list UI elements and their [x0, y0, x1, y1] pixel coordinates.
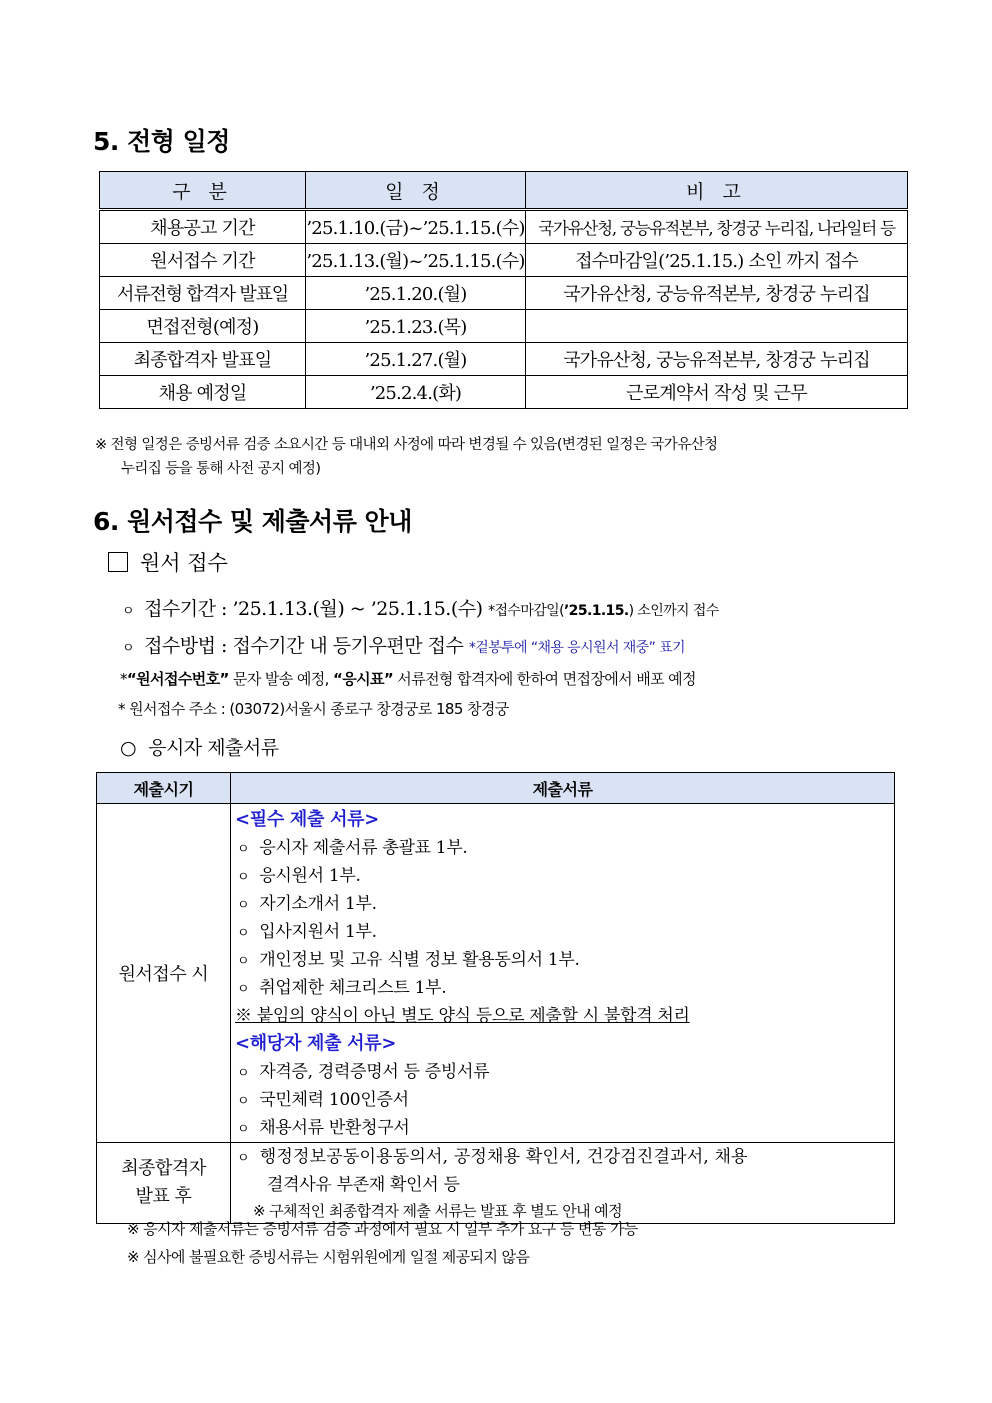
- docs-title: 응시자 제출서류: [148, 737, 279, 759]
- row-category: 채용 예정일: [100, 376, 306, 409]
- bullet-icon: ㅇ: [237, 1151, 250, 1166]
- bullet-icon: ㅇ: [237, 954, 250, 969]
- item-text: 채용서류 반환청구서: [259, 1118, 410, 1138]
- list-item: [231, 1114, 894, 1142]
- list-item: [231, 1086, 894, 1114]
- row2-when-line1: 최종합격자: [121, 1158, 206, 1179]
- bullet-icon: ㅇ: [237, 982, 250, 997]
- item-text: 국민체력 100인증서: [259, 1090, 409, 1110]
- period-note-suffix: ) 소인까지 접수: [628, 603, 719, 619]
- table-row: [97, 1143, 895, 1224]
- row-remark: [526, 310, 908, 343]
- table-row: [100, 244, 908, 277]
- section6-title: 6. 원서접수 및 제출서류 안내: [93, 507, 412, 536]
- bullet-icon: ㅇ: [237, 1066, 250, 1081]
- address-note: * 원서접수 주소 : (03072)서울시 종로구 창경궁로 185 창경궁: [118, 700, 509, 718]
- list-item: [231, 974, 894, 1002]
- subsection-application: [108, 547, 228, 577]
- row2-when: [97, 1143, 231, 1224]
- row2-docs: [231, 1143, 895, 1224]
- item-text: 응시자 제출서류 총괄표 1부.: [259, 838, 468, 858]
- schedule-table: [99, 171, 908, 409]
- bullet-icon: ㅇ: [237, 1094, 250, 1109]
- period-line: [120, 594, 719, 621]
- header-remark: 비 고: [526, 172, 908, 210]
- square-box-icon: [108, 552, 128, 572]
- final-note: ※ 구체적인 최종합격자 제출 서류는 발표 후 별도 안내 예정: [253, 1202, 622, 1220]
- bullet-icon: ㅇ: [237, 926, 250, 941]
- list-item: [231, 1058, 894, 1086]
- row-category: 채용공고 기간: [100, 210, 306, 244]
- circle-bullet-icon: ○: [120, 737, 137, 759]
- list-item: [231, 890, 894, 918]
- list-item: [231, 1143, 894, 1171]
- schedule-note-line2: 누리집 등을 통해 사전 공지 예정): [121, 461, 321, 477]
- row-remark: 국가유산청, 궁능유적본부, 창경궁 누리집: [526, 343, 908, 376]
- row-remark: 접수마감일(’25.1.15.) 소인 까지 접수: [526, 244, 908, 277]
- header-schedule: 일 정: [306, 172, 526, 210]
- method-label: 접수방법 : 접수기간 내 등기우편만 접수: [144, 635, 464, 657]
- row-schedule: ’25.1.13.(월)~’25.1.15.(수): [306, 244, 526, 277]
- item-text: 입사지원서 1부.: [259, 922, 377, 942]
- row-category: 최종합격자 발표일: [100, 343, 306, 376]
- optional-docs-heading: <해당자 제출 서류>: [235, 1033, 397, 1054]
- row-schedule: ’25.1.23.(목): [306, 310, 526, 343]
- required-docs-heading: <필수 제출 서류>: [235, 809, 380, 830]
- row-remark: 근로계약서 작성 및 근무: [526, 376, 908, 409]
- period-label: 접수기간 : ’25.1.13.(월) ~ ’25.1.15.(수): [144, 598, 483, 620]
- docs-title-line: [120, 733, 279, 760]
- bullet-icon: ㅇ: [237, 1122, 250, 1137]
- number-note-suffix: 서류전형 합격자에 한하여 면접장에서 배포 예정: [393, 670, 696, 688]
- table-row: [100, 277, 908, 310]
- row-schedule: ’25.1.10.(금)~’25.1.15.(수): [306, 210, 526, 244]
- section5-title: 5. 전형 일정: [93, 127, 230, 156]
- schedule-header-row: [100, 172, 908, 210]
- row2-when-line2: 발표 후: [135, 1186, 192, 1207]
- footnote-1: ※ 응시자 제출서류는 증빙서류 검증 과정에서 필요 시 일부 추가 요구 등 변동 가능: [127, 1220, 638, 1238]
- method-line: [120, 631, 685, 658]
- item-text: 자격증, 경력증명서 등 증빙서류: [259, 1062, 490, 1082]
- period-note-prefix: *접수마감일(: [488, 603, 564, 619]
- table-row: [100, 376, 908, 409]
- bullet-icon: ㅇ: [237, 898, 250, 913]
- header-when: 제출시기: [97, 773, 231, 804]
- list-item: [231, 862, 894, 890]
- item-text: 개인정보 및 고유 식별 정보 활용동의서 1부.: [259, 950, 580, 970]
- item-text: 자기소개서 1부.: [259, 894, 377, 914]
- list-item: [231, 834, 894, 862]
- list-item-continued: 결격사유 부존재 확인서 등: [267, 1175, 460, 1195]
- bullet-icon: ㅇ: [122, 604, 135, 619]
- row-category: 면접전형(예정): [100, 310, 306, 343]
- number-note-bold1: “원서접수번호”: [126, 670, 229, 688]
- item-text: 응시원서 1부.: [259, 866, 361, 886]
- row-category: 서류전형 합격자 발표일: [100, 277, 306, 310]
- footnote-2: ※ 심사에 불필요한 증빙서류는 시험위원에게 일절 제공되지 않음: [127, 1248, 530, 1266]
- row-schedule: ’25.1.20.(월): [306, 277, 526, 310]
- table-row: [97, 804, 895, 1143]
- header-category: 구 분: [100, 172, 306, 210]
- item-text: 행정정보공동이용동의서, 공정채용 확인서, 건강검진결과서, 채용: [259, 1147, 748, 1167]
- period-note-date: ’25.1.15.: [563, 603, 629, 619]
- table-row: [100, 210, 908, 244]
- header-docs: 제출서류: [231, 773, 895, 804]
- table-row: [100, 343, 908, 376]
- schedule-note-line1: ※ 전형 일정은 증빙서류 검증 소요시간 등 대내외 사정에 따라 변경될 수 있음(변경된 일정은 국가유산청: [95, 437, 718, 453]
- row-schedule: ’25.1.27.(월): [306, 343, 526, 376]
- bullet-icon: ㅇ: [237, 842, 250, 857]
- row-remark: 국가유산청, 궁능유적본부, 창경궁 누리집: [526, 277, 908, 310]
- number-note-prefix: *: [120, 670, 127, 688]
- item-text: 취업제한 체크리스트 1부.: [259, 978, 447, 998]
- period-note: [488, 603, 719, 619]
- bullet-icon: ㅇ: [237, 870, 250, 885]
- subsection-title: 원서 접수: [140, 551, 228, 575]
- list-item: [231, 946, 894, 974]
- row-category: 원서접수 기간: [100, 244, 306, 277]
- number-note-mid: 문자 발송 예정,: [228, 670, 333, 688]
- row-schedule: ’25.2.4.(화): [306, 376, 526, 409]
- bullet-icon: ㅇ: [122, 641, 135, 656]
- row1-docs: [231, 804, 895, 1143]
- list-item: [231, 918, 894, 946]
- documents-table: [96, 772, 895, 1224]
- number-note-bold2: “응시표”: [332, 670, 394, 688]
- row1-when: 원서접수 시: [97, 804, 231, 1143]
- required-warning: ※ 붙임의 양식이 아닌 별도 양식 등으로 제출할 시 불합격 처리: [235, 1006, 690, 1026]
- method-note: *겉봉투에 “채용 응시원서 재중” 표기: [468, 640, 685, 656]
- row-remark: 국가유산청, 궁능유적본부, 창경궁 누리집, 나라일터 등: [526, 210, 908, 244]
- number-note: [120, 668, 696, 689]
- table-row: [100, 310, 908, 343]
